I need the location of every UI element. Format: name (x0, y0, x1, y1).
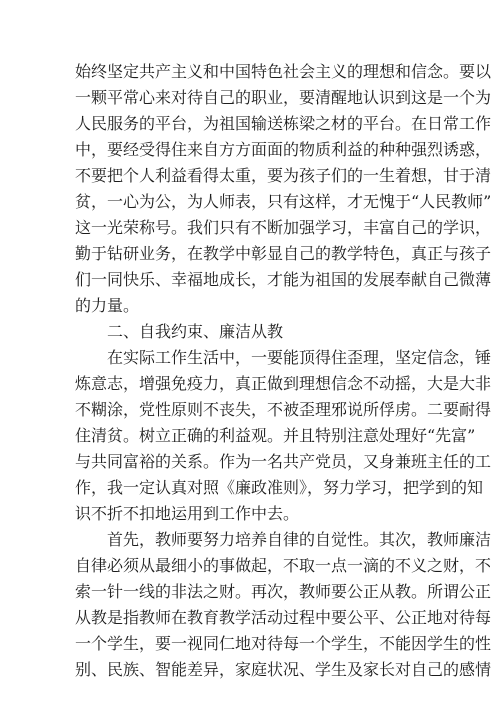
paragraph-line: 一个学生，要一视同仁地对待每一个学生，不能因学生的性 (75, 634, 492, 653)
paragraph-line: 在实际工作生活中，一要能顶得住歪理，坚定信念，锤 (107, 348, 492, 367)
paragraph-line: 从教是指教师在教育教学活动过程中要公平、公正地对待每 (75, 608, 492, 627)
paragraph-line: 一颗平常心来对待自己的职业，要清醒地认识到这是一个为 (75, 88, 492, 107)
paragraph-line: 不要把个人利益看得太重，要为孩子们的一生着想，甘于清 (75, 166, 492, 185)
section-heading-block (75, 319, 427, 345)
paragraph-self-discipline (75, 527, 492, 683)
section-heading: 二、自我约束、廉洁从教 (107, 322, 284, 341)
paragraph-line: 不糊涂，党性原则不丧失，不被歪理邪说所俘虏。二要耐得 (75, 400, 492, 419)
paragraph-line: 与共同富裕的关系。作为一名共产党员，又身兼班主任的工 (75, 452, 492, 471)
paragraph-line: 人民服务的平台，为祖国输送栋梁之材的平台。在日常工作 (75, 114, 492, 133)
paragraph-line: 索一针一线的非法之财。再次，教师要公正从教。所谓公正 (75, 582, 492, 601)
paragraph-line: 识不折不扣地运用到工作中去。 (75, 504, 300, 523)
paragraph-line: 始终坚定共产主义和中国特色社会主义的理想和信念。要以 (75, 62, 492, 81)
paragraph-line: 炼意志，增强免疫力，真正做到理想信念不动摇，大是大非 (75, 374, 492, 393)
paragraph-line: 别、民族、智能差异，家庭状况、学生及家长对自己的感情 (75, 660, 492, 679)
paragraph-line: 首先，教师要努力培养自律的自觉性。其次，教师廉洁 (107, 530, 492, 549)
paragraph-ideals (75, 59, 492, 319)
paragraph-line: 的力量。 (75, 296, 140, 315)
paragraph-line: 作，我一定认真对照《廉政准则》，努力学习，把学到的知 (75, 478, 484, 497)
paragraph-line: 中，要经受得住来自方方面面的物质利益的种种强烈诱惑， (75, 140, 492, 159)
paragraph-integrity (75, 345, 492, 527)
paragraph-line: 们一同快乐、幸福地成长，才能为祖国的发展奉献自己微薄 (75, 270, 492, 289)
paragraph-line: 自律必须从最细小的事做起，不取一点一滴的不义之财，不 (75, 556, 492, 575)
paragraph-line: 住清贫。树立正确的利益观。并且特别注意处理好“先富” (75, 426, 476, 445)
paragraph-line: 这一光荣称号。我们只有不断加强学习，丰富自己的学识， (75, 218, 492, 237)
paragraph-line: 贫，一心为公，为人师表，只有这样，才无愧于“人民教师” (75, 192, 492, 211)
paragraph-line: 勤于钻研业务，在教学中彰显自己的教学特色，真正与孩子 (75, 244, 492, 263)
